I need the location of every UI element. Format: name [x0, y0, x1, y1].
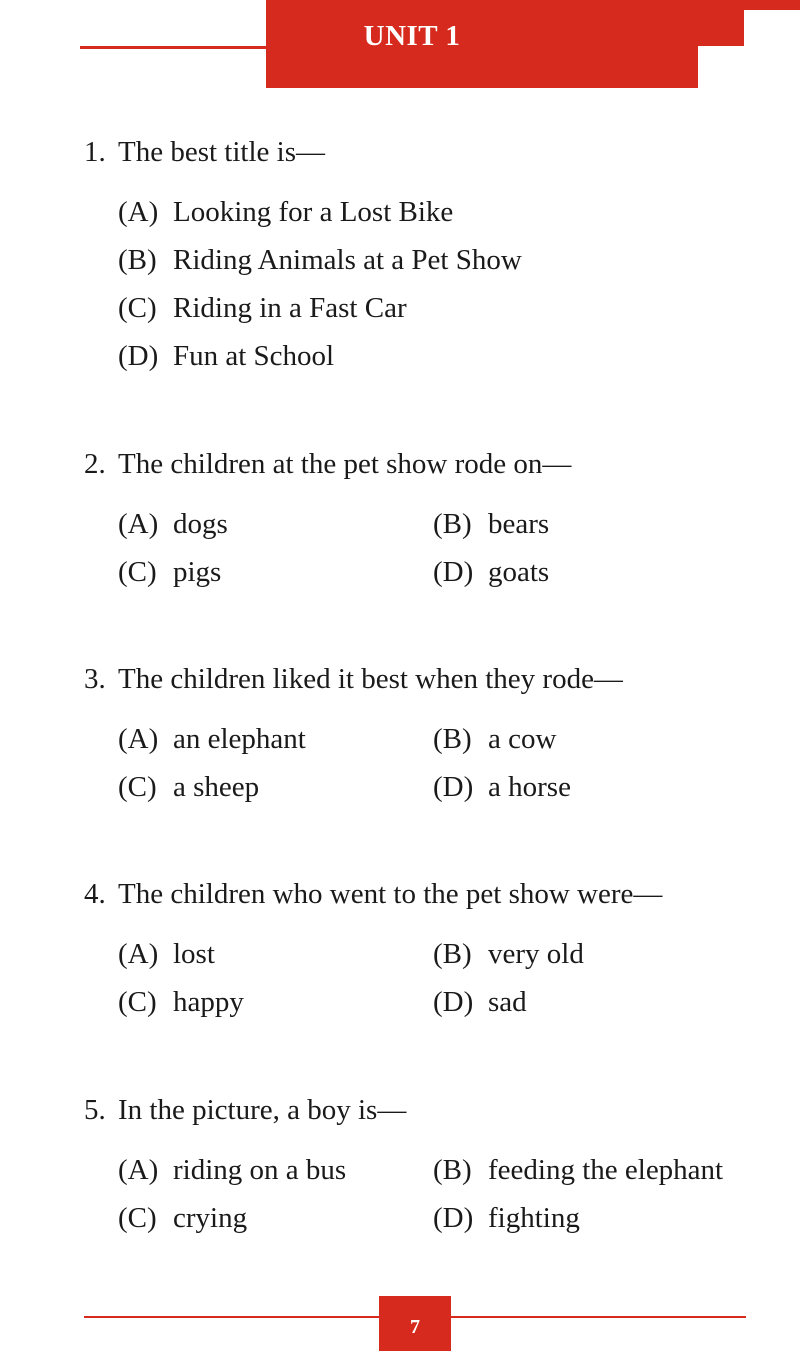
option-letter: (D) — [433, 771, 474, 803]
question-1-option-b — [118, 244, 522, 277]
option-letter: (A) — [118, 1154, 159, 1186]
option-text: riding on a bus — [173, 1154, 347, 1186]
page-number: 7 — [410, 1316, 420, 1338]
question-4-stem — [84, 878, 662, 911]
question-2-stem — [84, 448, 571, 481]
option-letter: (A) — [118, 508, 159, 540]
option-letter: (C) — [118, 986, 157, 1018]
option-letter: (A) — [118, 938, 159, 970]
question-2-option-d — [433, 556, 549, 589]
option-text: a sheep — [173, 771, 260, 803]
question-text: The children who went to the pet show were— — [118, 878, 663, 910]
option-text: an elephant — [173, 723, 306, 755]
option-text: Looking for a Lost Bike — [173, 196, 454, 228]
option-letter: (A) — [118, 723, 159, 755]
question-4-option-d — [433, 986, 527, 1019]
question-2-option-b — [433, 508, 549, 541]
option-letter: (A) — [118, 196, 159, 228]
option-letter: (B) — [433, 938, 472, 970]
question-5-option-d — [433, 1202, 580, 1235]
option-letter: (C) — [118, 556, 157, 588]
unit-banner-step — [690, 0, 744, 46]
option-letter: (C) — [118, 1202, 157, 1234]
question-3-option-d — [433, 771, 571, 804]
option-letter: (D) — [433, 556, 474, 588]
question-5-option-c — [118, 1202, 247, 1235]
option-text: lost — [173, 938, 215, 970]
question-2-option-a — [118, 508, 228, 541]
option-text: Fun at School — [173, 340, 335, 372]
question-3-option-b — [433, 723, 556, 756]
option-text: a horse — [488, 771, 571, 803]
question-text: The best title is— — [118, 136, 325, 168]
question-2-option-c — [118, 556, 221, 589]
header-rule — [80, 46, 280, 49]
option-text: goats — [488, 556, 550, 588]
option-letter: (B) — [433, 723, 472, 755]
question-number: 1. — [84, 136, 106, 168]
question-number: 5. — [84, 1094, 106, 1126]
option-text: fighting — [488, 1202, 580, 1234]
question-5-stem — [84, 1094, 406, 1127]
option-text: very old — [488, 938, 584, 970]
option-letter: (D) — [433, 986, 474, 1018]
question-4-option-b — [433, 938, 584, 971]
question-1-option-a — [118, 196, 453, 229]
question-1-option-d — [118, 340, 334, 373]
option-text: pigs — [173, 556, 222, 588]
question-5-option-b — [433, 1154, 723, 1187]
option-letter: (B) — [118, 244, 157, 276]
question-1-stem — [84, 136, 325, 169]
question-3-stem — [84, 663, 623, 696]
option-letter: (C) — [118, 292, 157, 324]
question-number: 3. — [84, 663, 106, 695]
question-text: The children at the pet show rode on— — [118, 448, 572, 480]
question-5-option-a — [118, 1154, 346, 1187]
unit-title: UNIT 1 — [363, 20, 461, 52]
question-4-option-a — [118, 938, 215, 971]
option-letter: (D) — [118, 340, 159, 372]
question-number: 2. — [84, 448, 106, 480]
option-text: sad — [488, 986, 527, 1018]
option-letter: (B) — [433, 1154, 472, 1186]
question-text: In the picture, a boy is— — [118, 1094, 407, 1126]
question-number: 4. — [84, 878, 106, 910]
question-4-option-c — [118, 986, 244, 1019]
question-text: The children liked it best when they rode— — [118, 663, 623, 695]
option-text: Riding Animals at a Pet Show — [173, 244, 522, 276]
option-text: bears — [488, 508, 550, 540]
question-3-option-c — [118, 771, 259, 804]
question-3-option-a — [118, 723, 306, 756]
option-text: feeding the elephant — [488, 1154, 724, 1186]
option-text: happy — [173, 986, 244, 1018]
option-text: Riding in a Fast Car — [173, 292, 407, 324]
unit-banner-step — [740, 0, 800, 10]
question-1-option-c — [118, 292, 407, 325]
option-text: crying — [173, 1202, 248, 1234]
option-letter: (B) — [433, 508, 472, 540]
option-text: dogs — [173, 508, 228, 540]
option-letter: (C) — [118, 771, 157, 803]
option-letter: (D) — [433, 1202, 474, 1234]
option-text: a cow — [488, 723, 557, 755]
